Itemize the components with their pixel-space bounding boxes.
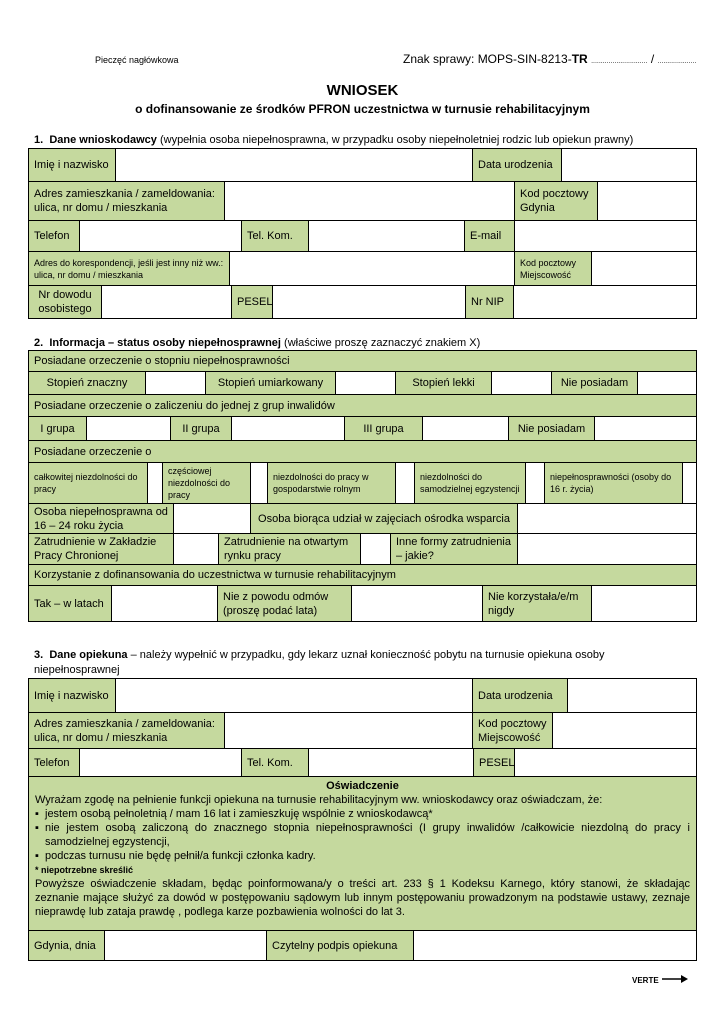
s2-other-farm-box[interactable]	[395, 462, 415, 504]
case-bold: TR	[571, 52, 588, 66]
s2-employed-zpch: Zatrudnienie w Zakładzie Pracy Chronionej	[28, 533, 174, 565]
s2-employed-zpch-box[interactable]	[173, 533, 219, 565]
s2-other-partial-box[interactable]	[250, 462, 268, 504]
s3-name-label: Imię i nazwisko	[28, 678, 116, 713]
s1-postal-field[interactable]	[597, 181, 697, 221]
s2-degree-none-box[interactable]	[637, 371, 697, 395]
s3-pesel-field[interactable]	[514, 748, 697, 777]
case-slash: /	[650, 52, 655, 66]
s3-birth-field[interactable]	[567, 678, 697, 713]
s3-pesel-label: PESEL	[473, 748, 515, 777]
s1-phone-field[interactable]	[79, 220, 242, 252]
s3-mobile-label: Tel. Kom.	[241, 748, 309, 777]
s2-degree-none: Nie posiadam	[551, 371, 638, 395]
s1-birth-label: Data urodzenia	[472, 148, 562, 182]
s1-nip-field[interactable]	[513, 285, 697, 319]
verte	[632, 975, 688, 985]
s2-prior-never-box[interactable]	[591, 585, 697, 622]
s1-nip-label: Nr NIP	[465, 285, 514, 319]
verte-label: VERTE	[632, 975, 659, 985]
s1-phone-label: Telefon	[28, 220, 80, 252]
s2-prior-header: Korzystanie z dofinansowania do uczestnictwa w turnusie rehabilitacyjnym	[28, 564, 697, 586]
s2-degree-moderate-box[interactable]	[335, 371, 396, 395]
s2-group-none: Nie posiadam	[508, 416, 595, 441]
s1-corr-postal-field[interactable]	[591, 251, 697, 286]
s1-birth-field[interactable]	[561, 148, 697, 182]
s3-place-date-label: Gdynia, dnia	[28, 930, 105, 961]
s1-pesel-label: PESEL	[231, 285, 273, 319]
s2-workshop: Osoba biorąca udział w zajęciach ośrodka wsparcia	[250, 503, 518, 534]
s3-postal-field[interactable]	[552, 712, 697, 749]
s3-postal-label: Kod pocztowy Miejscowość	[472, 712, 553, 749]
s2-other-child: niepełnosprawności (osoby do 16 r. życia)	[544, 462, 683, 504]
s1-mobile-label: Tel. Kom.	[241, 220, 309, 252]
s3-declaration	[28, 776, 697, 931]
case-prefix: Znak sprawy: MOPS-SIN-8213-	[403, 52, 572, 66]
s2-degree-significant-box[interactable]	[145, 371, 206, 395]
s3-declaration-intro: Wyrażam zgodę na pełnienie funkcji opiekuna na turnusie rehabilitacyjnym ww. wnioskodawcy oraz oświadczam, że:	[35, 794, 603, 806]
case-number	[403, 52, 696, 66]
s1-corr-postal-label: Kod pocztowy Miejscowość	[514, 251, 592, 286]
s3-birth-label: Data urodzenia	[472, 678, 568, 713]
s2-degree-header: Posiadane orzeczenie o stopniu niepełnosprawności	[28, 350, 697, 372]
s2-other-farm: niezdolności do pracy w gospodarstwie rolnym	[267, 462, 396, 504]
s2-prior-yes-field[interactable]	[111, 585, 218, 622]
s3-name-field[interactable]	[115, 678, 473, 713]
s2-group-2: II grupa	[170, 416, 232, 441]
stamp-label: Pieczęć nagłówkowa	[95, 55, 179, 65]
s2-other-child-box[interactable]	[682, 462, 697, 504]
s1-corr-address-field[interactable]	[229, 251, 515, 286]
s1-name-label: Imię i nazwisko	[28, 148, 116, 182]
s2-degree-light: Stopień lekki	[395, 371, 492, 395]
s1-email-label: E-mail	[464, 220, 515, 252]
s1-postal-label: Kod pocztowy Gdynia	[514, 181, 598, 221]
s1-address-field[interactable]	[224, 181, 515, 221]
s2-group-3: III grupa	[344, 416, 423, 441]
s2-group-1: I grupa	[28, 416, 87, 441]
s3-declaration-footnote: * niepotrzebne skreślić	[35, 865, 134, 875]
s1-corr-address-label: Adres do korespondencji, jeśli jest inny niż ww.: ulica, nr domu / mieszkania	[28, 251, 230, 286]
s2-prior-no-reason-field[interactable]	[351, 585, 483, 622]
section1-heading: 1. Dane wnioskodawcy (wypełnia osoba niepełnosprawna, w przypadku osoby niepełnoletniej rodzic lub opiekun prawny)	[34, 134, 634, 146]
s3-address-label: Adres zamieszkania / zameldowania: ulica, nr domu / mieszkania	[28, 712, 225, 749]
s2-prior-yes: Tak – w latach	[28, 585, 112, 622]
s3-address-field[interactable]	[224, 712, 473, 749]
s2-other-partial: częściowej niezdolności do pracy	[162, 462, 251, 504]
s2-group-1-box[interactable]	[86, 416, 171, 441]
s2-employed-other-box[interactable]	[517, 533, 697, 565]
s2-degree-moderate: Stopień umiarkowany	[205, 371, 336, 395]
s1-email-field[interactable]	[514, 220, 697, 252]
s2-employed-open: Zatrudnienie na otwartym rynku pracy	[218, 533, 361, 565]
s3-mobile-field[interactable]	[308, 748, 474, 777]
case-dots-2: ....................	[657, 58, 697, 65]
s3-declaration-legal: Powyższe oświadczenie składam, będąc poinformowana/y o treści art. 233 § 1 Kodeksu Karnego, który stanowi, że składając zeznanie mające służyć za dowód w postępowaniu sądowym lub innym postępowaniu prowadzonym na podstawie ustawy, zeznaje nieprawdę lub zataja prawdę , podlega karze pozbawienia wolności do lat 3.	[35, 878, 690, 918]
s3-declaration-item: ▪ jestem osobą pełnoletnią / mam 16 lat i zamieszkuję wspólnie z wnioskodawcą*	[35, 808, 433, 820]
s2-group-header: Posiadane orzeczenie o zaliczeniu do jednej z grup inwalidów	[28, 394, 697, 417]
s3-declaration-item: ▪ podczas turnusu nie będę pełnił/a funkcji członka kadry.	[35, 850, 316, 862]
s3-place-date-field[interactable]	[104, 930, 267, 961]
s2-workshop-box[interactable]	[517, 503, 697, 534]
s2-employed-other: Inne formy zatrudnienia – jakie?	[390, 533, 518, 565]
s2-other-independent: niezdolności do samodzielnej egzystencji	[414, 462, 526, 504]
s3-declaration-item: ▪ nie jestem osobą zaliczoną do znacznego stopnia niepełnosprawności (I grupy inwalidów /całkowicie niezdolną do pracy i samodzielnej egzystencji,	[35, 822, 690, 848]
s1-address-label: Adres zamieszkania / zameldowania: ulica, nr domu / mieszkania	[28, 181, 225, 221]
section3-heading: 3. Dane opiekuna – należy wypełnić w przypadku, gdy lekarz uznał konieczność pobytu na turnusie opiekuna osoby niepełnosprawnej	[34, 649, 605, 676]
s1-id-label: Nr dowodu osobistego	[28, 285, 102, 319]
s3-phone-label: Telefon	[28, 748, 80, 777]
s1-pesel-field[interactable]	[272, 285, 466, 319]
s3-signature-field[interactable]	[413, 930, 697, 961]
s3-declaration-title: Oświadczenie	[326, 780, 399, 792]
s2-prior-never: Nie korzystała/e/m nigdy	[482, 585, 592, 622]
s2-group-none-box[interactable]	[594, 416, 697, 441]
s2-degree-significant: Stopień znaczny	[28, 371, 146, 395]
s1-name-field[interactable]	[115, 148, 473, 182]
page-title: WNIOSEK	[326, 82, 399, 99]
arrow-right-icon	[662, 975, 688, 985]
s2-prior-no-reason: Nie z powodu odmów (proszę podać lata)	[217, 585, 352, 622]
s2-other-total: całkowitej niezdolności do pracy	[28, 462, 148, 504]
case-dots-1: .............................	[591, 58, 648, 65]
s1-id-field[interactable]	[101, 285, 232, 319]
s1-mobile-field[interactable]	[308, 220, 465, 252]
s2-other-total-box[interactable]	[147, 462, 163, 504]
s2-group-3-box[interactable]	[422, 416, 509, 441]
s3-signature-label: Czytelny podpis opiekuna	[266, 930, 414, 961]
s2-degree-light-box[interactable]	[491, 371, 552, 395]
s2-other-independent-box[interactable]	[525, 462, 545, 504]
s2-age-16-24-box[interactable]	[173, 503, 251, 534]
s3-phone-field[interactable]	[79, 748, 242, 777]
s2-other-header: Posiadane orzeczenie o	[28, 440, 697, 463]
page-subtitle: o dofinansowanie ze środków PFRON uczestnictwa w turnusie rehabilitacyjnym	[135, 102, 590, 116]
s2-age-16-24: Osoba niepełnosprawna od 16 – 24 roku życia	[28, 503, 174, 534]
s2-group-2-box[interactable]	[231, 416, 345, 441]
s2-employed-open-box[interactable]	[360, 533, 391, 565]
section2-heading: 2. Informacja – status osoby niepełnosprawnej (właściwe proszę zaznaczyć znakiem X)	[34, 337, 481, 349]
